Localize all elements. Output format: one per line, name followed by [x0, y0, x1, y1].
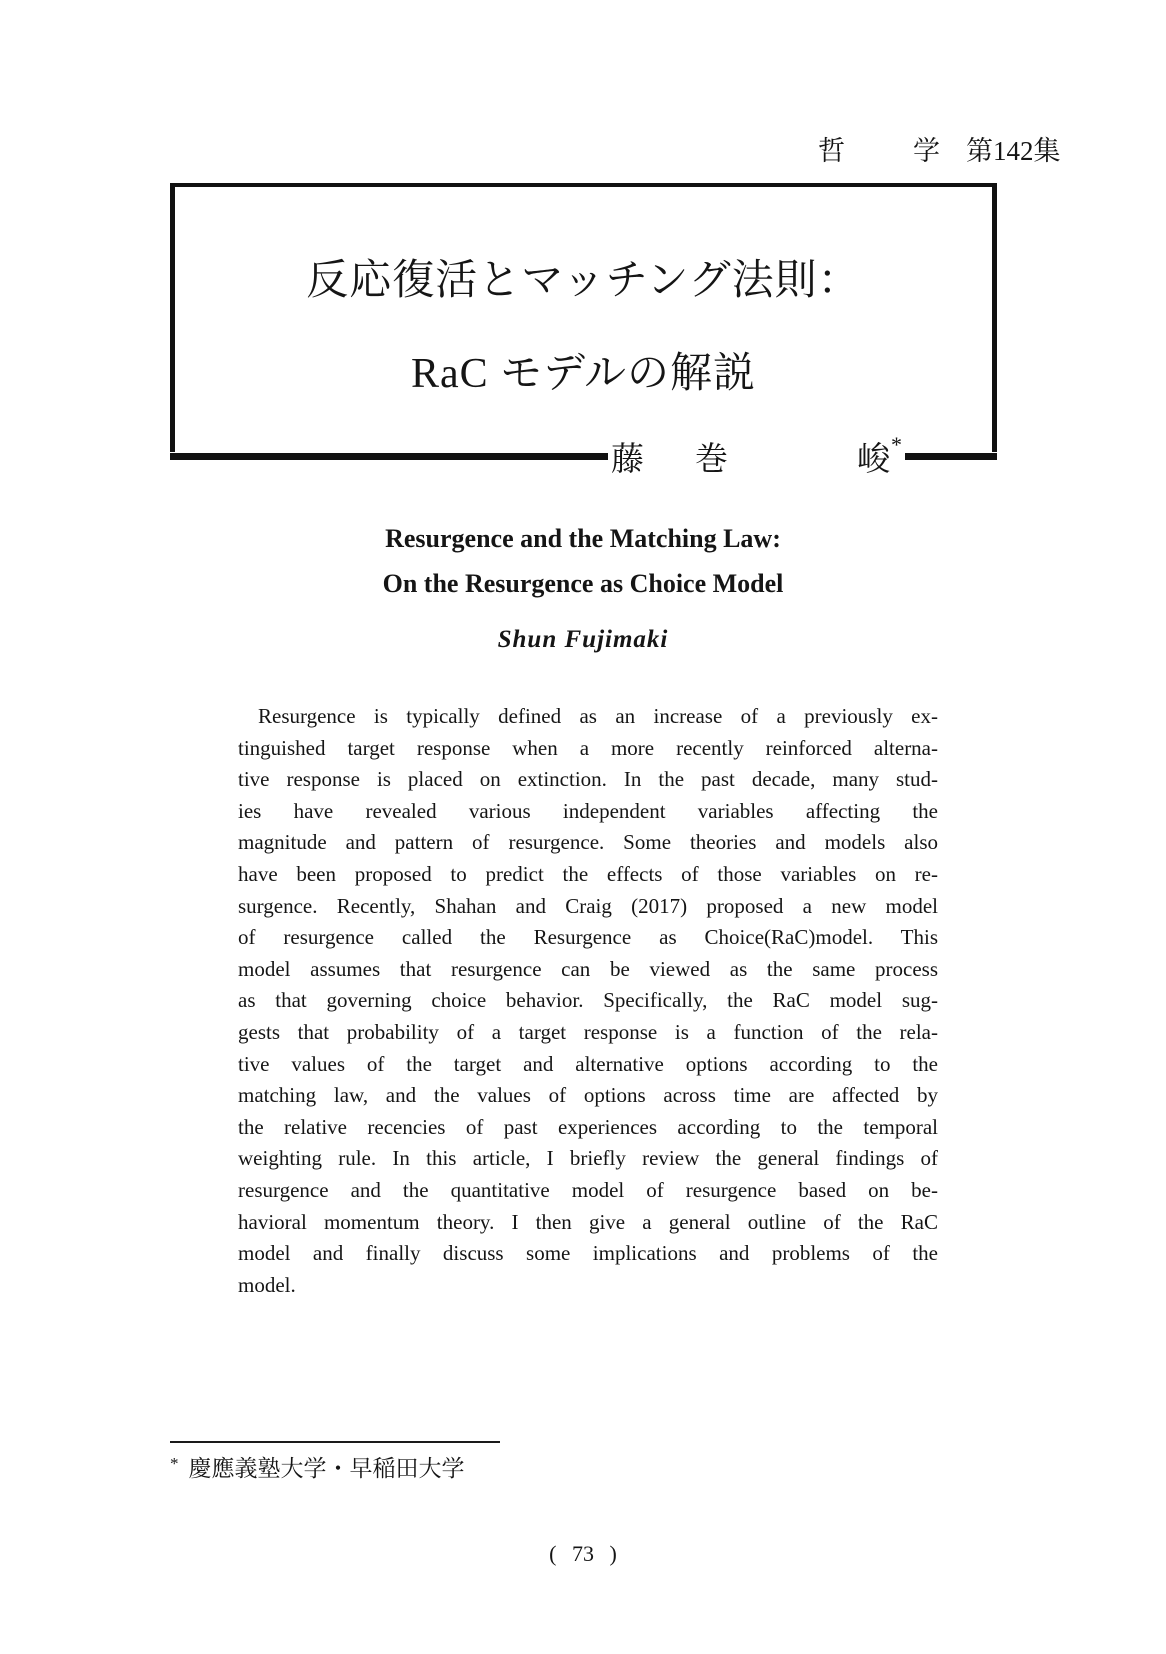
abstract-line: surgence. Recently, Shahan and Craig (2017) proposed a new model — [238, 893, 938, 918]
abstract-line: tive values of the target and alternative options according to the — [238, 1051, 938, 1076]
author-rule-right — [905, 453, 997, 460]
author-given-name-char: 峻 — [857, 441, 890, 478]
abstract-line: magnitude and pattern of resurgence. Some theories and models also — [238, 830, 938, 855]
title-box — [170, 183, 997, 452]
abstract-line: model and finally discuss some implications and problems of the — [238, 1241, 938, 1266]
abstract-line: matching law, and the values of options across time are affected by — [238, 1083, 938, 1108]
author-name-japanese — [611, 433, 902, 480]
abstract-line: of resurgence called the Resurgence as Choice(RaC)model. This — [238, 925, 938, 950]
author-footnote-asterisk: * — [891, 432, 902, 457]
footnote — [170, 1441, 500, 1483]
abstract-line: ies have revealed various independent variables affecting the — [238, 798, 938, 823]
japanese-title-line-2: RaC モデルの解説 — [410, 351, 757, 397]
abstract-line: havioral momentum theory. I then give a general outline of the RaC — [238, 1209, 938, 1234]
abstract-line: as that governing choice behavior. Specifically, the RaC model sug- — [238, 988, 938, 1013]
japanese-title-line-1: 反応復活とマッチング法則： — [306, 258, 861, 304]
abstract-line: tive response is placed on extinction. In the past decade, many stud- — [238, 767, 938, 792]
abstract-line: model assumes that resurgence can be viewed as the same process — [238, 956, 938, 981]
english-title — [0, 516, 1166, 606]
abstract-line: tinguished target response when a more recently reinforced alterna- — [238, 735, 938, 760]
abstract-line: the relative recencies of past experiences according to the temporal — [238, 1114, 938, 1139]
author-row — [170, 432, 997, 478]
journal-name-char-2: 学 — [913, 136, 940, 166]
abstract-line: resurgence and the quantitative model of resurgence based on be- — [238, 1177, 938, 1202]
author-surname-char-1: 藤 — [611, 441, 644, 478]
journal-header — [818, 129, 1061, 168]
footnote-asterisk: * — [170, 1454, 179, 1473]
footnote-affiliation: 慶應義塾大学・早稲田大学 — [188, 1456, 465, 1481]
footnote-rule — [170, 1441, 500, 1443]
footnote-text — [170, 1450, 500, 1483]
journal-name-char-1: 哲 — [818, 136, 845, 166]
abstract-line: Resurgence is typically defined as an increase of a previously ex- — [258, 704, 938, 728]
english-title-line-2: On the Resurgence as Choice Model — [382, 569, 784, 598]
page-number: ( 73 ) — [549, 1541, 617, 1566]
english-author-name: Shun Fujimaki — [497, 626, 669, 653]
journal-volume: 第142集 — [966, 136, 1061, 166]
abstract-line: have been proposed to predict the effects of those variables on re- — [238, 861, 938, 886]
abstract — [238, 701, 938, 1301]
author-rule-left — [170, 453, 608, 460]
abstract-line: weighting rule. In this article, I briefly review the general findings of — [238, 1146, 938, 1171]
author-surname-char-2: 巻 — [695, 441, 728, 478]
abstract-line: gests that probability of a target response is a function of the rela- — [238, 1019, 938, 1044]
english-title-line-1: Resurgence and the Matching Law: — [385, 524, 781, 553]
abstract-line: model. — [238, 1272, 296, 1297]
